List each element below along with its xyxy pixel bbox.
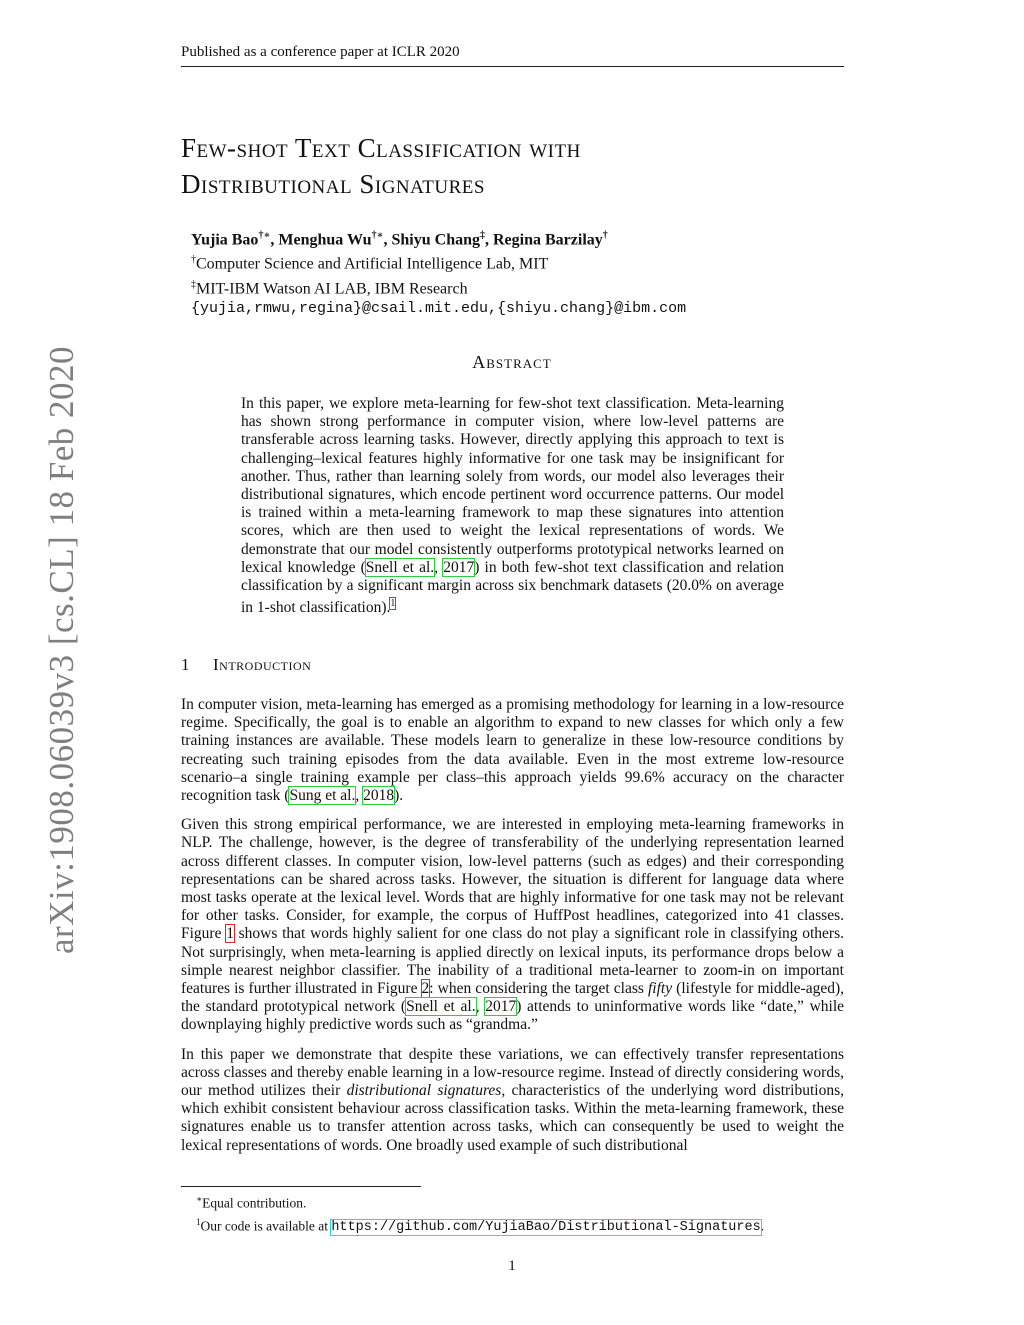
paragraph-text: In computer vision, meta-learning has emerged as a promising methodology for learning in a low-resource regime. Specifically, the goal is to enable an algorithm to expand to new classes for which only a few training instances are available. These models learn to generalize in these low-resource conditions by recreating such training episodes from the data available. Even in the most extreme low-resource scenario–a single training example per class–this approach yields 99.6% accuracy on the character recognition task ( [181,696,844,805]
abstract-text [241,395,784,618]
citation-link[interactable]: Snell et al. [406,998,476,1016]
section-title: Introduction [213,655,312,674]
abstract-body-end: ) in both few-shot text classification and relation classification by a significant margin across six benchmark datasets (20.0% on average in 1-shot classification). [241,558,784,617]
footnote-mark: 1 [196,1216,201,1227]
footnote-text: Our code is available at [200,1218,332,1233]
paragraph [181,696,844,805]
section-number: 1 [181,655,190,674]
arxiv-stamp: arXiv:1908.06039v3 [cs.CL] 18 Feb 2020 [42,345,81,955]
paragraph-text: ) attends to uninformative words like “date,” while downplaying highly predictive words such as “grandma.” [181,998,845,1034]
affiliation-text: Computer Science and Artificial Intelligence Lab, MIT [196,255,549,273]
citation-link[interactable] [366,559,434,576]
author-names: Yujia Bao†∗, Menghua Wu†∗, Shiyu Chang‡, Regina Barzilay† [191,230,608,249]
citation-year-link[interactable]: 2017 [443,558,475,576]
code-url-link[interactable]: https://github.com/YujiaBao/Distributional-Signatures [331,1220,761,1235]
author-name: Yujia Bao [191,231,259,249]
paragraph [181,816,844,1034]
italic-term: fifty [648,980,673,998]
author-mark: †∗ [258,230,271,241]
citation-separator: , [434,558,444,576]
footnote-2 [196,1213,856,1238]
author-name: Menghua Wu [278,231,372,249]
paragraph-text: In this paper we demonstrate that despite these variations, we can effectively transfer representations across classes and thereby enable learning in a low-resource regime. Instead of directly considering words, our method utilizes their [181,1045,844,1100]
section-heading [181,655,311,675]
affiliation-2 [191,275,791,299]
citation-link[interactable]: Sung et al. [289,787,356,805]
footnote-text: . [760,1218,765,1233]
footnotes [196,1190,856,1237]
figure-ref-link[interactable]: 2 [421,980,430,998]
paragraph-text: shows that words highly salient for one class do not play a significant role in classifying others. Not surprisingly, when meta-learning is applied directly on lexical inputs, its performance drops below a simple nearest neighbor classifier. The inability of a traditional meta-learner to zoom-in on important features is further illustrated in Figure [181,925,845,998]
header-rule [181,66,844,67]
footnote-rule [181,1186,421,1187]
footnote-1 [196,1190,856,1213]
author-name: Regina Barzilay [493,231,603,249]
running-head: Published as a conference paper at ICLR 2020 [181,44,460,60]
paragraph-text: Given this strong empirical performance, we are interested in employing meta-learning frameworks in NLP. The challenge, however, is the degree of transferability of the underlying representation learned across different classes. In computer vision, low-level patterns (such as edges) and their corresponding representations can be shared across tasks. However, the situation is different for language data where most tasks operate at the lexical level. Words that are highly informative for one task may not be relevant for other tasks. Consider, for example, the corpus of HuffPost headlines, categorized into 41 classes. Figure [181,816,844,943]
author-name: Shiyu Chang [391,231,480,249]
paragraph-text: ). [394,787,404,805]
author-mark: † [602,230,608,241]
citation-separator: , [475,998,486,1016]
author-emails: {yujia,rmwu,regina}@csail.mit.edu,{shiyu.chang}@ibm.com [191,299,687,317]
intro-body [181,696,844,1166]
paragraph-text: , characteristics of the underlying word distributions, which exhibit consistent behaviour across classification tasks. Within the meta-learning framework, these signatures enable us to transfer attention across tasks, which can consequently be used to weight the lexical representations of words. One broadly used example of such distributional [181,1082,844,1154]
affiliation-1 [191,250,791,274]
footnote-text: Equal contribution. [202,1195,307,1211]
paper-title [181,130,581,202]
citation-separator: , [355,787,364,805]
footnote-link[interactable]: 1 [390,598,396,610]
abstract-body: In this paper, we explore meta-learning for few-shot text classification. Meta-learning has shown strong performance in computer vision, where low-level patterns are transferable across learning tasks. However, directly applying this approach to text is challenging–lexical features highly informative for one task may be insignificant for another. Thus, rather than learning solely from words, our model also leverages their distributional signatures, which encode pertinent word occurrence patterns. Our model is trained within a meta-learning framework to map these signatures into attention scores, which are then used to weight the lexical representations of words. We demonstrate that our model consistently outperforms prototypical networks learned on lexical knowledge ( [241,395,784,576]
page-number: 1 [508,1258,516,1274]
title-line-2: Distributional Signatures [181,169,485,199]
paragraph [181,1046,844,1155]
affiliation-text: MIT-IBM Watson AI LAB, IBM Research [196,279,468,297]
paragraph-text: : when considering the target class [429,980,648,998]
author-block [191,226,791,319]
footnote-mark: ∗ [196,1194,203,1204]
paragraph-text: (lifestyle for middle-aged), the standard prototypical network ( [181,980,845,1016]
author-mark: †∗ [371,230,384,241]
affiliation-mark: ‡ [191,278,196,290]
author-mark: ‡ [480,230,485,241]
citation-year-link[interactable]: 2017 [485,998,517,1016]
figure-ref-link[interactable]: 1 [226,925,234,943]
affiliation-mark: † [191,254,196,266]
citation-authors: Snell et al. [365,558,435,576]
title-line-1: Few-shot Text Classification with [181,133,581,163]
citation-year-link[interactable]: 2018 [363,787,395,805]
italic-term: distributional signatures [346,1082,502,1100]
abstract-heading: Abstract [472,352,552,372]
